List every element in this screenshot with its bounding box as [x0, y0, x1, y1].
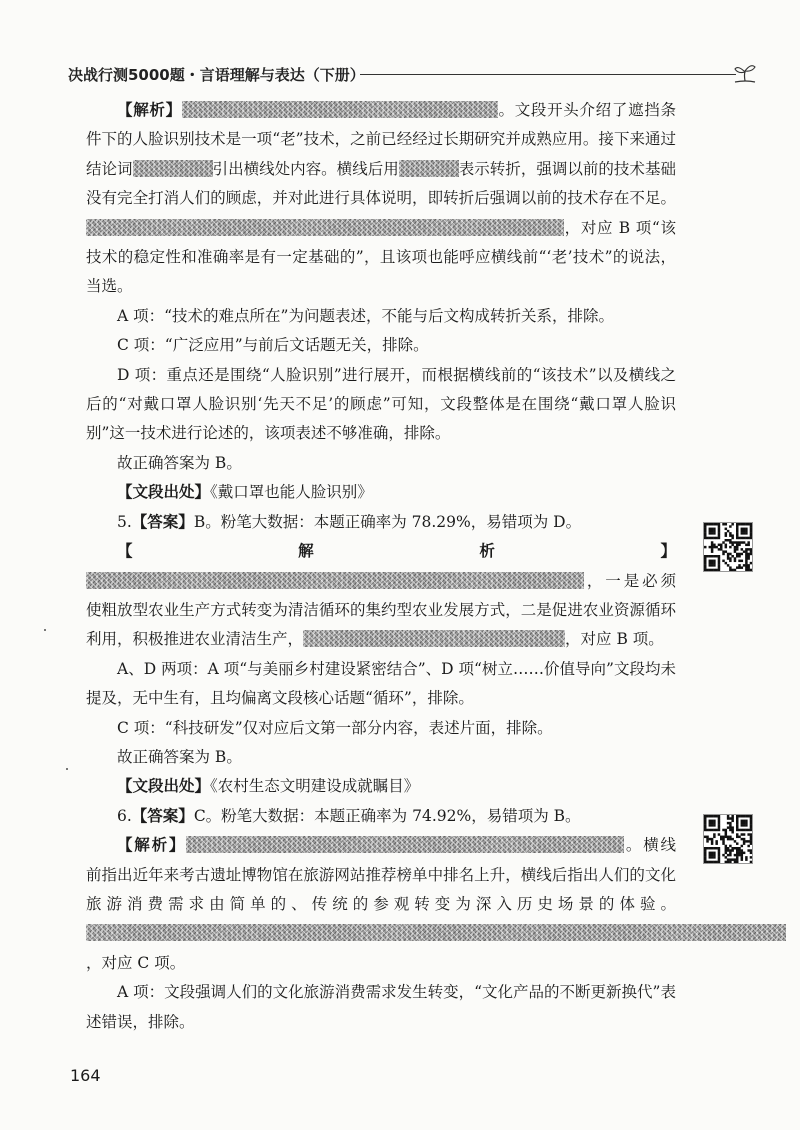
q5-answer: [86, 508, 676, 537]
q6-number: 6.: [117, 806, 132, 825]
analysis-tag: 【解析】: [117, 101, 182, 119]
answer-tag: 【答案】: [131, 512, 194, 531]
analysis-tag: 【解析】: [117, 542, 676, 561]
sprout-icon: [732, 60, 758, 86]
source-tag: 【文段出处】: [117, 777, 211, 796]
margin-mark: [66, 768, 68, 770]
q5-number: 5.: [117, 512, 132, 531]
redacted-text: [133, 160, 213, 177]
redacted-text: [86, 219, 564, 236]
redacted-text: [399, 160, 459, 177]
q4-source-title: 《戴口罩也能人脸识别》: [210, 483, 373, 502]
q5-answer-text: B。粉笔大数据：本题正确率为 78.29%，易错项为 D。: [193, 512, 582, 531]
qr-code-q5[interactable]: [703, 522, 753, 572]
redacted-text: [182, 101, 498, 118]
q4-option-a: A 项：“技术的难点所在”为问题表述，不能与后文构成转折关系，排除。: [117, 306, 614, 325]
qr-code-q6[interactable]: [703, 814, 753, 864]
header-rule: [360, 74, 736, 75]
q5-conclusion: 故正确答案为 B。: [117, 747, 242, 766]
header-title: 决战行测5000题・言语理解与表达（下册）: [68, 66, 365, 84]
q4-source: [86, 478, 676, 507]
q5-option-c: C 项：“科技研发”仅对应后文第一部分内容，表述片面，排除。: [117, 718, 553, 737]
margin-mark: [44, 629, 46, 631]
q6-answer-text: C。粉笔大数据：本题正确率为 74.92%，易错项为 B。: [193, 806, 581, 825]
q4-analysis: 【解析】 。文段开头介绍了遮挡条件下的人脸识别技术是一项“老”技术，之前已经经过长期研究并成熟应用。接下来通过结论词 引出横线处内容。横线后用 表示转折，强调以前的技术基础没有完全打消人们的顾虑，并对此进行具体说明，即转折后强调以前的技术存在不足。，对应 B 项“该技术的稳定性和准确率是有一定基础的”，且该项也能呼应横线前“‘老’技术”的说法，当选。: [86, 101, 676, 296]
analysis-tag: 【解析】: [117, 836, 187, 855]
q4-option-c: C 项：“广泛应用”与前后文话题无关，排除。: [117, 336, 429, 355]
q6-option-a: A 项：文段强调人们的文化旅游消费需求发生转变，“文化产品的不断更新换代”表述错误，排除。: [86, 983, 676, 1031]
q4-option-d: D 项：重点还是围绕“人脸识别”进行展开，而根据横线前的“该技术”以及横线之后的“对戴口罩人脸识别‘先天不足’的顾虑”可知，文段整体是在围绕“戴口罩人脸识别”这一技术进行论述的，该项表述不够准确，排除。: [86, 365, 676, 443]
q6-analysis: 【解析】 。横线前指出近年来考古遗址博物馆在旅游网站推荐榜单中排名上升，横线后指出人们的文化旅游消费需求由简单的、传统的参观转变为深入历史场景的体验。，对应 C 项。: [86, 831, 676, 978]
q4-conclusion: 故正确答案为 B。: [117, 453, 242, 472]
answer-tag: 【答案】: [131, 806, 194, 825]
running-header: [68, 60, 758, 90]
redacted-text: [86, 924, 786, 941]
q5-source-title: 《农村生态文明建设成就瞩目》: [210, 777, 420, 796]
page-number: 164: [70, 1066, 101, 1085]
q6-answer: [86, 802, 676, 831]
redacted-text: [86, 572, 584, 589]
source-tag: 【文段出处】: [117, 483, 211, 502]
q5-option-ad: A、D 两项：A 项“与美丽乡村建设紧密结合”、D 项“树立……价值导向”文段均未提及，无中生有，且均偏离文段核心话题“循环”，排除。: [86, 659, 676, 708]
redacted-text: [186, 836, 624, 853]
q5-source: [86, 772, 676, 801]
q5-analysis: 【解析】，一是必须使粗放型农业生产方式转变为清洁循环的集约型农业发展方式，二是促进农业资源循环利用，积极推进农业清洁生产， ，对应 B 项。: [86, 542, 676, 649]
page-content: [86, 96, 676, 1037]
redacted-text: [303, 630, 565, 647]
